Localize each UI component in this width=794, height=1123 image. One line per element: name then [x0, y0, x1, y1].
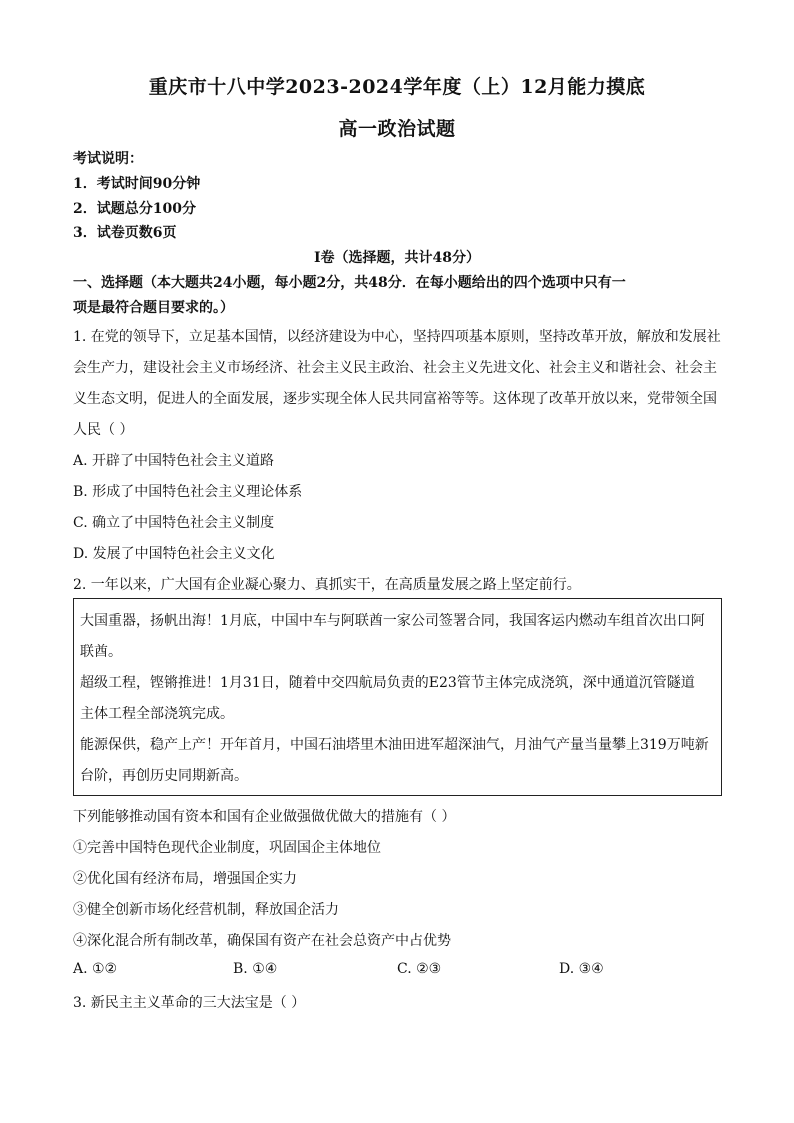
instruction-item: 1．考试时间90分钟	[73, 176, 201, 192]
q2-material-line: 联酋。	[80, 644, 122, 660]
q2-choice-c: C. ②③	[397, 961, 442, 977]
q2-material-line: 台阶，再创历史同期新高。	[80, 768, 248, 784]
q2-choice-a: A. ①②	[73, 961, 118, 977]
q1-option-b: B. 形成了中国特色社会主义理论体系	[73, 484, 303, 500]
q1-option-a: A. 开辟了中国特色社会主义道路	[73, 453, 275, 469]
q2-choice-b: B. ①④	[233, 961, 278, 977]
q2-material-line: 主体工程全部浇筑完成。	[80, 706, 234, 722]
q2-stem: 2. 一年以来，广大国有企业凝心聚力、真抓实干，在高质量发展之路上坚定前行。	[73, 577, 581, 593]
q2-statement-3: ③健全创新市场化经营机制，释放国企活力	[73, 902, 339, 918]
q1-stem-line: 义生态文明，促进人的全面发展，逐步实现全体人民共同富裕等等。这体现了改革开放以来，党带领全国	[73, 391, 717, 407]
q1-stem-line: 会生产力，建设社会主义市场经济、社会主义民主政治、社会主义先进文化、社会主义和谐社会、社会主	[73, 360, 717, 376]
section-instruction-line2: 项是最符合题目要求的。）	[73, 300, 234, 316]
q3-stem: 3. 新民主主义革命的三大法宝是（ ）	[73, 995, 306, 1011]
q2-statement-1: ①完善中国特色现代企业制度，巩固国企主体地位	[73, 840, 381, 856]
exam-subtitle: 高一政治试题	[338, 118, 456, 140]
q1-option-c: C. 确立了中国特色社会主义制度	[73, 515, 275, 531]
exam-title: 重庆市十八中学2023-2024学年度（上）12月能力摸底	[148, 76, 646, 98]
q1-stem-line: 人民（ ）	[73, 422, 134, 438]
instruction-item: 2．试题总分100分	[73, 201, 196, 217]
q2-choice-d: D. ③④	[559, 961, 604, 977]
q2-question: 下列能够推动国有资本和国有企业做强做优做大的措施有（ ）	[73, 809, 456, 825]
q2-material-line: 大国重器，扬帆出海！1月底，中国中车与阿联酋一家公司签署合同，我国客运内燃动车组首次出口阿	[80, 613, 705, 629]
instructions-heading: 考试说明：	[73, 151, 143, 167]
q2-material-box	[73, 598, 722, 796]
q2-material-line: 能源保供，稳产上产！开年首月，中国石油塔里木油田进军超深油气，月油气产量当量攀上319万吨新	[80, 737, 709, 753]
instruction-item: 3．试卷页数6页	[73, 225, 177, 241]
q1-option-d: D. 发展了中国特色社会主义文化	[73, 546, 275, 562]
q2-material-line: 超级工程，铿锵推进！1月31日，随着中交四航局负责的E23管节主体完成浇筑，深中通道沉管隧道	[80, 675, 695, 691]
q1-stem-line: 1. 在党的领导下，立足基本国情，以经济建设为中心，坚持四项基本原则，坚持改革开放，解放和发展社	[73, 329, 721, 345]
q2-statement-2: ②优化国有经济布局，增强国企实力	[73, 871, 297, 887]
q2-statement-4: ④深化混合所有制改革，确保国有资产在社会总资产中占优势	[73, 933, 451, 949]
part1-heading: I卷（选择题，共计48分）	[313, 250, 481, 266]
section-instruction-line1: 一、选择题（本大题共24小题，每小题2分，共48分．在每小题给出的四个选项中只有一	[73, 275, 626, 291]
